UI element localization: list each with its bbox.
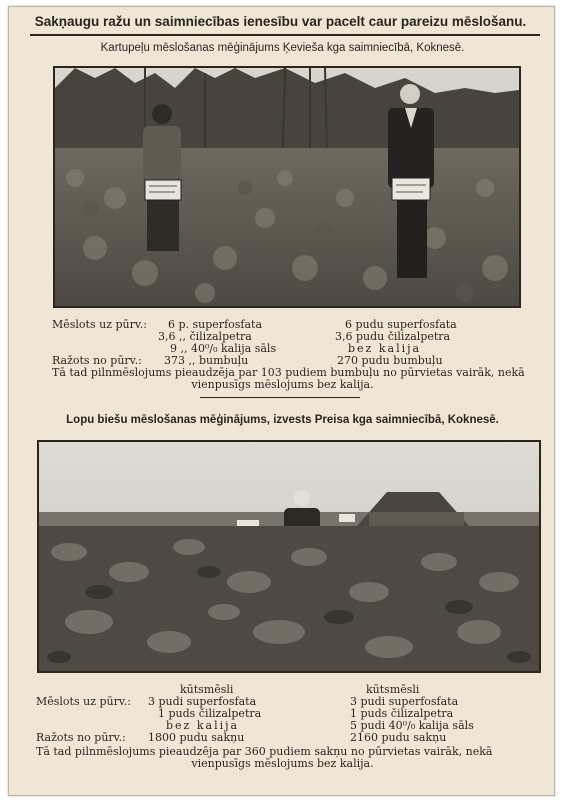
- section2-yield-label: Ražots no pūrv.:: [36, 731, 126, 744]
- section2-fert-label: Mēslots uz pūrv.:: [36, 695, 131, 708]
- section-divider: [200, 397, 360, 398]
- section1-fert-label: Mēslots uz pūrv.:: [52, 318, 147, 331]
- page-title: Sakņaugu ražu un saimniecības ienesību var pacelt caur pareizu mēslošanu.: [34, 14, 527, 29]
- section1-col2-line4: 270 pudu bumbuļu: [337, 354, 443, 367]
- section2-conclusion-line1: Tā tad pilnmēslojums pieaudzēja par 360 pudiem sakņu no pūrvietas vairāk, nekā: [36, 745, 493, 758]
- person-left-figure: [143, 104, 181, 251]
- beet-field-photo: [37, 440, 541, 673]
- section1-yield-label: Ražots no pūrv.:: [52, 354, 142, 367]
- section2-head2: kūtsmēsli: [366, 683, 420, 696]
- section2-col2-line2: 1 puds čilizalpetra: [350, 707, 454, 720]
- section2-col1-line4: 1800 pudu sakņu: [148, 731, 245, 744]
- section1-conclusion-line1: Tā tad pilnmēslojums pieaudzēja par 103 pudiem bumbuļu no pūrvietas vairāk, nekā: [52, 366, 525, 379]
- section2-col2-line4: 2160 pudu sakņu: [350, 731, 447, 744]
- section2-conclusion-line2: vienpusīgs mēslojums bez kalija.: [191, 757, 374, 770]
- section2-col1-line1: 3 pudi superfosfata: [148, 695, 257, 708]
- section1-conclusion-line2: vienpusīgs mēslojums bez kalija.: [191, 378, 374, 391]
- section1-col2-line2: 3,6 pudu čilizalpetra: [335, 330, 451, 343]
- section2-col2-line3: 5 pudi 40⁰/₀ kalija sāls: [350, 719, 474, 732]
- title-underline: [30, 34, 540, 36]
- section2-col2-line1: 3 pudi superfosfata: [350, 695, 459, 708]
- section2-col1-line3: bez kalija: [166, 719, 240, 732]
- section2-caption: Lopu biešu mēslošanas mēģinājums, izvests Preisa kga saimniecībā, Koknesē.: [66, 414, 499, 426]
- section2-col1-line2: 1 puds čilizalpetra: [158, 707, 262, 720]
- section1-col2-line1: 6 pudu superfosfata: [345, 318, 457, 331]
- section1-col2-line3: bez kalija: [348, 342, 422, 355]
- section1-col1-line2: 3,6 ,, čilizalpetra: [158, 330, 252, 343]
- section1-col1-line3: 9 ,, 40⁰/₀ kalija sāls: [170, 342, 277, 355]
- section1-caption: Kartupeļu mēslošanas mēģinājums Ķevieša kga saimniecībā, Koknesē.: [100, 42, 465, 54]
- section1-col1-line1: 6 p. superfosfata: [168, 318, 263, 331]
- potato-field-photo: [53, 66, 521, 308]
- section1-col1-line4: 373 ,, bumbuļu: [164, 354, 249, 367]
- section2-head1: kūtsmēsli: [180, 683, 234, 696]
